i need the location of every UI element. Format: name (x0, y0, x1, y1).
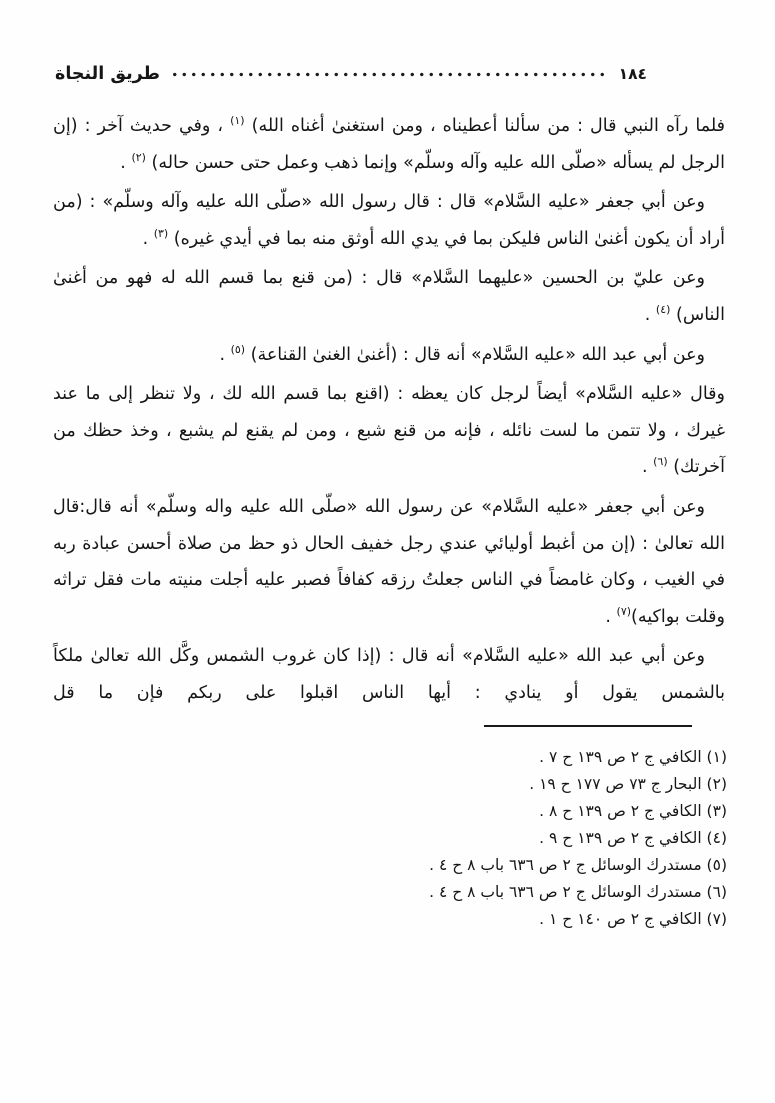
footnote-marker: (٤) (655, 302, 671, 316)
paragraph: وعن عليّ بن الحسين «عليهما السَّلام» قال : (من قنع بما قسم الله له فهو من أغنىٰ الناس) $^{(٤)}$ . (53, 268, 725, 325)
paragraph: وعن أبي جعفر «عليه السَّلام» قال : قال رسول الله «صلّى الله عليه وآله وسلّم» : (من أراد أن يكون أغنىٰ الناس فليكن بما في يدي الله أوثق منه بما في أيدي غيره) $^{(٣)}$ . (53, 192, 725, 249)
dot-leader (170, 71, 609, 78)
footnote-item: (٥) مستدرك الوسائل ج ٢ ص ٦٣٦ باب ٨ ح ٤ . (429, 855, 727, 874)
footnote-item: (٢) البحار ج ٧٣ ص ١٧٧ ح ١٩ . (529, 774, 727, 793)
paragraph: وقال «عليه السَّلام» أيضاً لرجل كان يعظه : (اقنع بما قسم الله لك ، ولا تنظر إلى ما عند غيرك ، ولا تتمن ما لست نائله ، فإنه من قنع شبع ، ومن لم يقنع لم يشبع ، وخذ حظك من آخرتك) $^{(٦)}$ . (53, 384, 725, 478)
footnote-item: (٣) الكافي ج ٢ ص ١٣٩ ح ٨ . (539, 801, 727, 820)
paragraph: وعن أبي عبد الله «عليه السَّلام» أنه قال : (أغنىٰ الغنىٰ القناعة) $^{(٥)}$ . (219, 342, 705, 365)
page-header (0, 0, 775, 84)
footnotes (0, 744, 727, 933)
paragraph: فلما رآه النبي قال : من سألنا أعطيناه ، ومن استغنىٰ أغناه الله) $^{(١)}$ ، وفي حديث آخر : (إن الرجل لم يسأله «صلّى الله عليه وآله وسلّم» وإنما ذهب وعمل حتى حسن حاله) $^{(٢)}$ . (53, 114, 725, 173)
footnote-separator (484, 725, 692, 727)
footnote-item: (٧) الكافي ج ٢ ص ١٤٠ ح ١ . (539, 909, 727, 928)
footnote-item: (٤) الكافي ج ٢ ص ١٣٩ ح ٩ . (539, 828, 727, 847)
page-number: ١٨٤ (618, 65, 647, 83)
paragraph: وعن أبي جعفر «عليه السَّلام» عن رسول الله «صلّى الله عليه واله وسلّم» أنه قال:قال الله تعالىٰ : (إن من أغبط أوليائي عندي رجل خفيف الحال ذو حظ من صلاة أحسن عبادة ربه في الغيب ، وكان غامضاً في الناس جعلتُ رزقه كفافاً فصبر عليه أجلت منيته مات فقل تراثه وقلت بواكيه)$^{(٧)}$ . (53, 496, 725, 627)
footnote-marker: (١) (230, 114, 245, 127)
footnote-item: (١) الكافي ج ٢ ص ١٣٩ ح ٧ . (539, 747, 727, 766)
footnote-marker: (٣) (153, 226, 169, 240)
paragraph: وعن أبي عبد الله «عليه السَّلام» أنه قال : (إذا كان غروب الشمس وكَّل الله تعالىٰ ملكاً بالشمس يقول أو ينادي : أيها الناس اقبلوا على ربكم فإن ما قل (53, 646, 725, 703)
footnote-item: (٦) مستدرك الوسائل ج ٢ ص ٦٣٦ باب ٨ ح ٤ . (429, 882, 727, 901)
book-title: طريق النجاة (55, 64, 161, 84)
footnote-marker: (٥) (230, 342, 246, 356)
footnote-marker: (٢) (131, 150, 146, 164)
footnote-marker: (٧) (616, 604, 632, 618)
footnote-marker: (٦) (653, 455, 668, 469)
body-text (53, 108, 725, 712)
